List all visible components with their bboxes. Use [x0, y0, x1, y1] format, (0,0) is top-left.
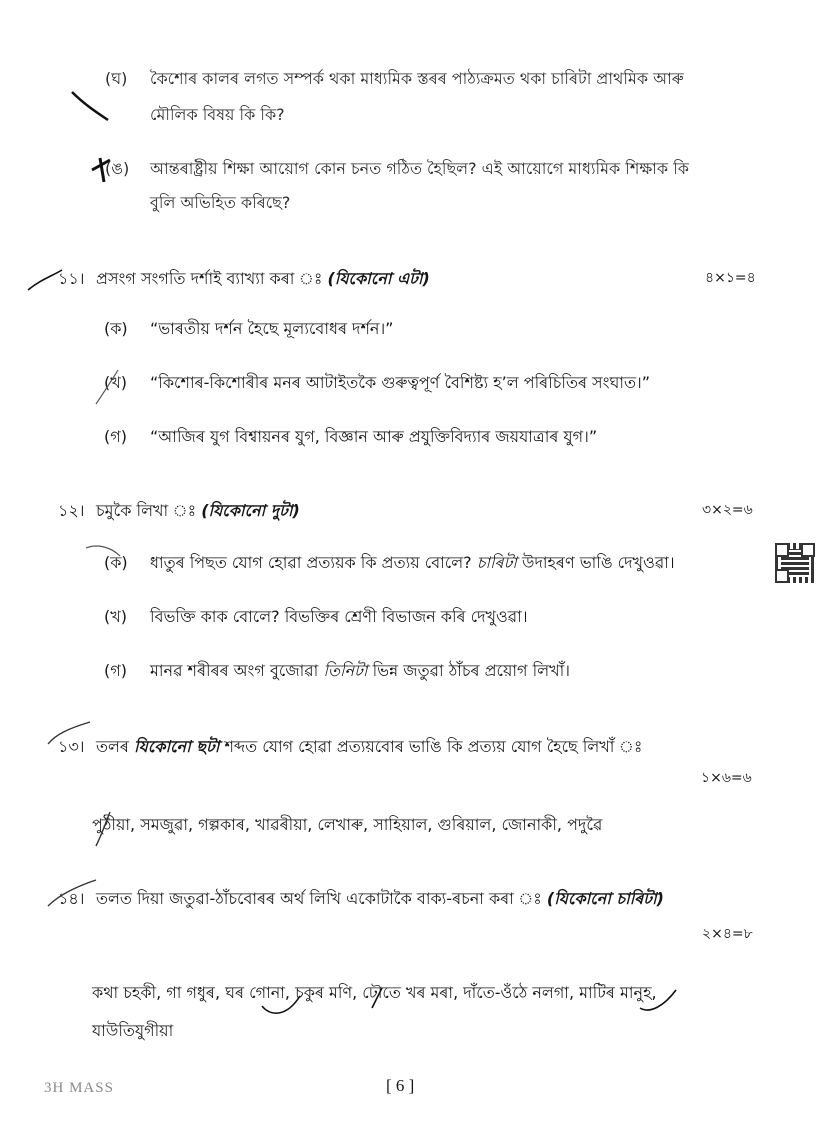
q11-item-ka-number: (ক): [104, 319, 128, 338]
q14-phrases-line1: কথা চহকী, গা গধুৰ, ঘৰ গোনা, চকুৰ মণি, ঢৌতে খৰ মৰা, দাঁতে-ওঁঠে নলগা, মাটিৰ মানুহ,: [92, 983, 657, 1002]
q10-ung-line1: আন্তৰাষ্ট্ৰীয় শিক্ষা আয়োগ কোন চনত গঠিত হৈছিল? এই আয়োগে মাধ্যমিক শিক্ষাক কি: [150, 159, 689, 178]
q12-marks: ৩×২=৬: [702, 502, 753, 518]
q12-item-ka-number: (ক): [104, 553, 128, 572]
pen-mark-curve-1: [28, 270, 62, 290]
q11-item-kha-number: (খ): [104, 373, 127, 392]
pen-mark-tick-5: [640, 990, 676, 1010]
q12-item-ka-post: উদাহৰণ ভাঙি দেখুওৱা।: [522, 553, 675, 572]
q12-item-ka-pre: ধাতুৰ পিছত যোগ হোৱা প্ৰত্যয়ক কি প্ৰত্যয় বোলে?: [150, 553, 472, 572]
q10-gha-line2: মৌলিক বিষয় কি কি?: [150, 105, 285, 124]
q14-number: ১৪।: [58, 889, 85, 908]
q14-phrases-line2: যাউতিযুগীয়া: [92, 1021, 174, 1040]
q11-item-kha-text: “কিশোৰ-কিশোৰীৰ মনৰ আটাইতকৈ গুৰুত্বপূৰ্ণ বৈশিষ্ট্য হ’ল পৰিচিতিৰ সংঘাত।”: [150, 373, 651, 392]
pen-mark-tick-4: [372, 988, 382, 1008]
pen-mark-slash-2: [86, 546, 120, 556]
pen-mark-curve-3: [48, 880, 96, 906]
q11-item-ka-text: “ভাৰতীয় দৰ্শন হৈছে মূল্যবোধৰ দৰ্শন।”: [150, 319, 394, 338]
q13-marks: ১×৬=৬: [701, 770, 752, 786]
q11-choice: (যিকোনো এটা): [327, 269, 430, 288]
q11-number: ১১।: [58, 269, 85, 288]
q12-item-ga-number: (গ): [104, 661, 127, 680]
q12-number: ১২।: [58, 501, 85, 520]
page-number: [ 6 ]: [386, 1076, 415, 1095]
q12-item-kha-text: বিভক্তি কাক বোলে? বিভক্তিৰ শ্ৰেণী বিভাজন কৰি দেখুওৱা।: [150, 607, 528, 626]
q13-pre: তলৰ: [96, 737, 129, 756]
pen-mark-curve-2: [48, 722, 90, 744]
q12-item-ga-pre: মানৱ শৰীৰৰ অংগ বুজোৱা: [150, 661, 319, 680]
q11-item-ga-text: “আজিৰ যুগ বিশ্বায়নৰ যুগ, বিজ্ঞান আৰু প্ৰযুক্তিবিদ্যাৰ জয়যাত্ৰাৰ যুগ।”: [150, 427, 598, 446]
q12-choice: (যিকোনো দুটা): [201, 501, 300, 520]
q11-item-ga-number: (গ): [104, 427, 127, 446]
q13-post: শব্দত যোগ হোৱা প্ৰত্যয়বোৰ ভাঙি কি প্ৰত্যয় যোগ হৈছে লিখাঁ ঃ: [224, 737, 643, 756]
q12-item-ga-post: ভিন্ন জতুৱা ঠাঁচৰ প্ৰয়োগ লিখাঁ।: [372, 661, 570, 680]
paper-code: 3H MASS: [44, 1080, 114, 1096]
q10-gha-number: (ঘ): [105, 69, 128, 88]
q11-text: প্ৰসংগ সংগতি দৰ্শাই ব্যাখ্যা কৰা ঃ: [96, 269, 323, 288]
q14-marks: ২×৪=৮: [702, 926, 753, 942]
q10-ung-number: (ঙ): [105, 159, 130, 178]
pen-mark-slash-3: [96, 812, 110, 846]
q13-words: পুঠীয়া, সমজুৱা, গল্পকাৰ, খাৱৰীয়া, লেখাৰু, সাহিয়াল, গুৰিয়াল, জোনাকী, পদুৱৈ: [92, 815, 603, 834]
q12-item-ga-em: তিনিটা: [323, 661, 368, 680]
pen-mark-tick-2: [92, 158, 110, 182]
q11-marks: ৪×১=৪: [705, 270, 756, 286]
pen-mark-slash-1: [96, 370, 118, 404]
q12-item-kha-number: (খ): [104, 607, 127, 626]
pen-mark-tick-1: [72, 92, 108, 120]
pen-mark-tick-3: [262, 996, 300, 1013]
q10-ung-line2: বুলি অভিহিত কৰিছে?: [150, 193, 291, 212]
q12-item-ka-em: চাৰিটা: [476, 553, 517, 572]
q13-number: ১৩।: [58, 737, 85, 756]
q14-pre: তলত দিয়া জতুৱা-ঠাঁচবোৰৰ অৰ্থ লিখি একোটাকৈ বাক্য-ৰচনা কৰা ঃ: [96, 889, 542, 908]
q10-gha-line1: কৈশোৰ কালৰ লগত সম্পৰ্ক থকা মাধ্যমিক স্তৰৰ পাঠ্যক্ৰমত থকা চাৰিটা প্ৰাথমিক আৰু: [150, 69, 684, 88]
q12-text: চমুকৈ লিখা ঃ: [96, 501, 197, 520]
q14-choice: (যিকোনো চাৰিটা): [546, 889, 664, 908]
q13-choice: যিকোনো ছটা: [134, 737, 220, 756]
